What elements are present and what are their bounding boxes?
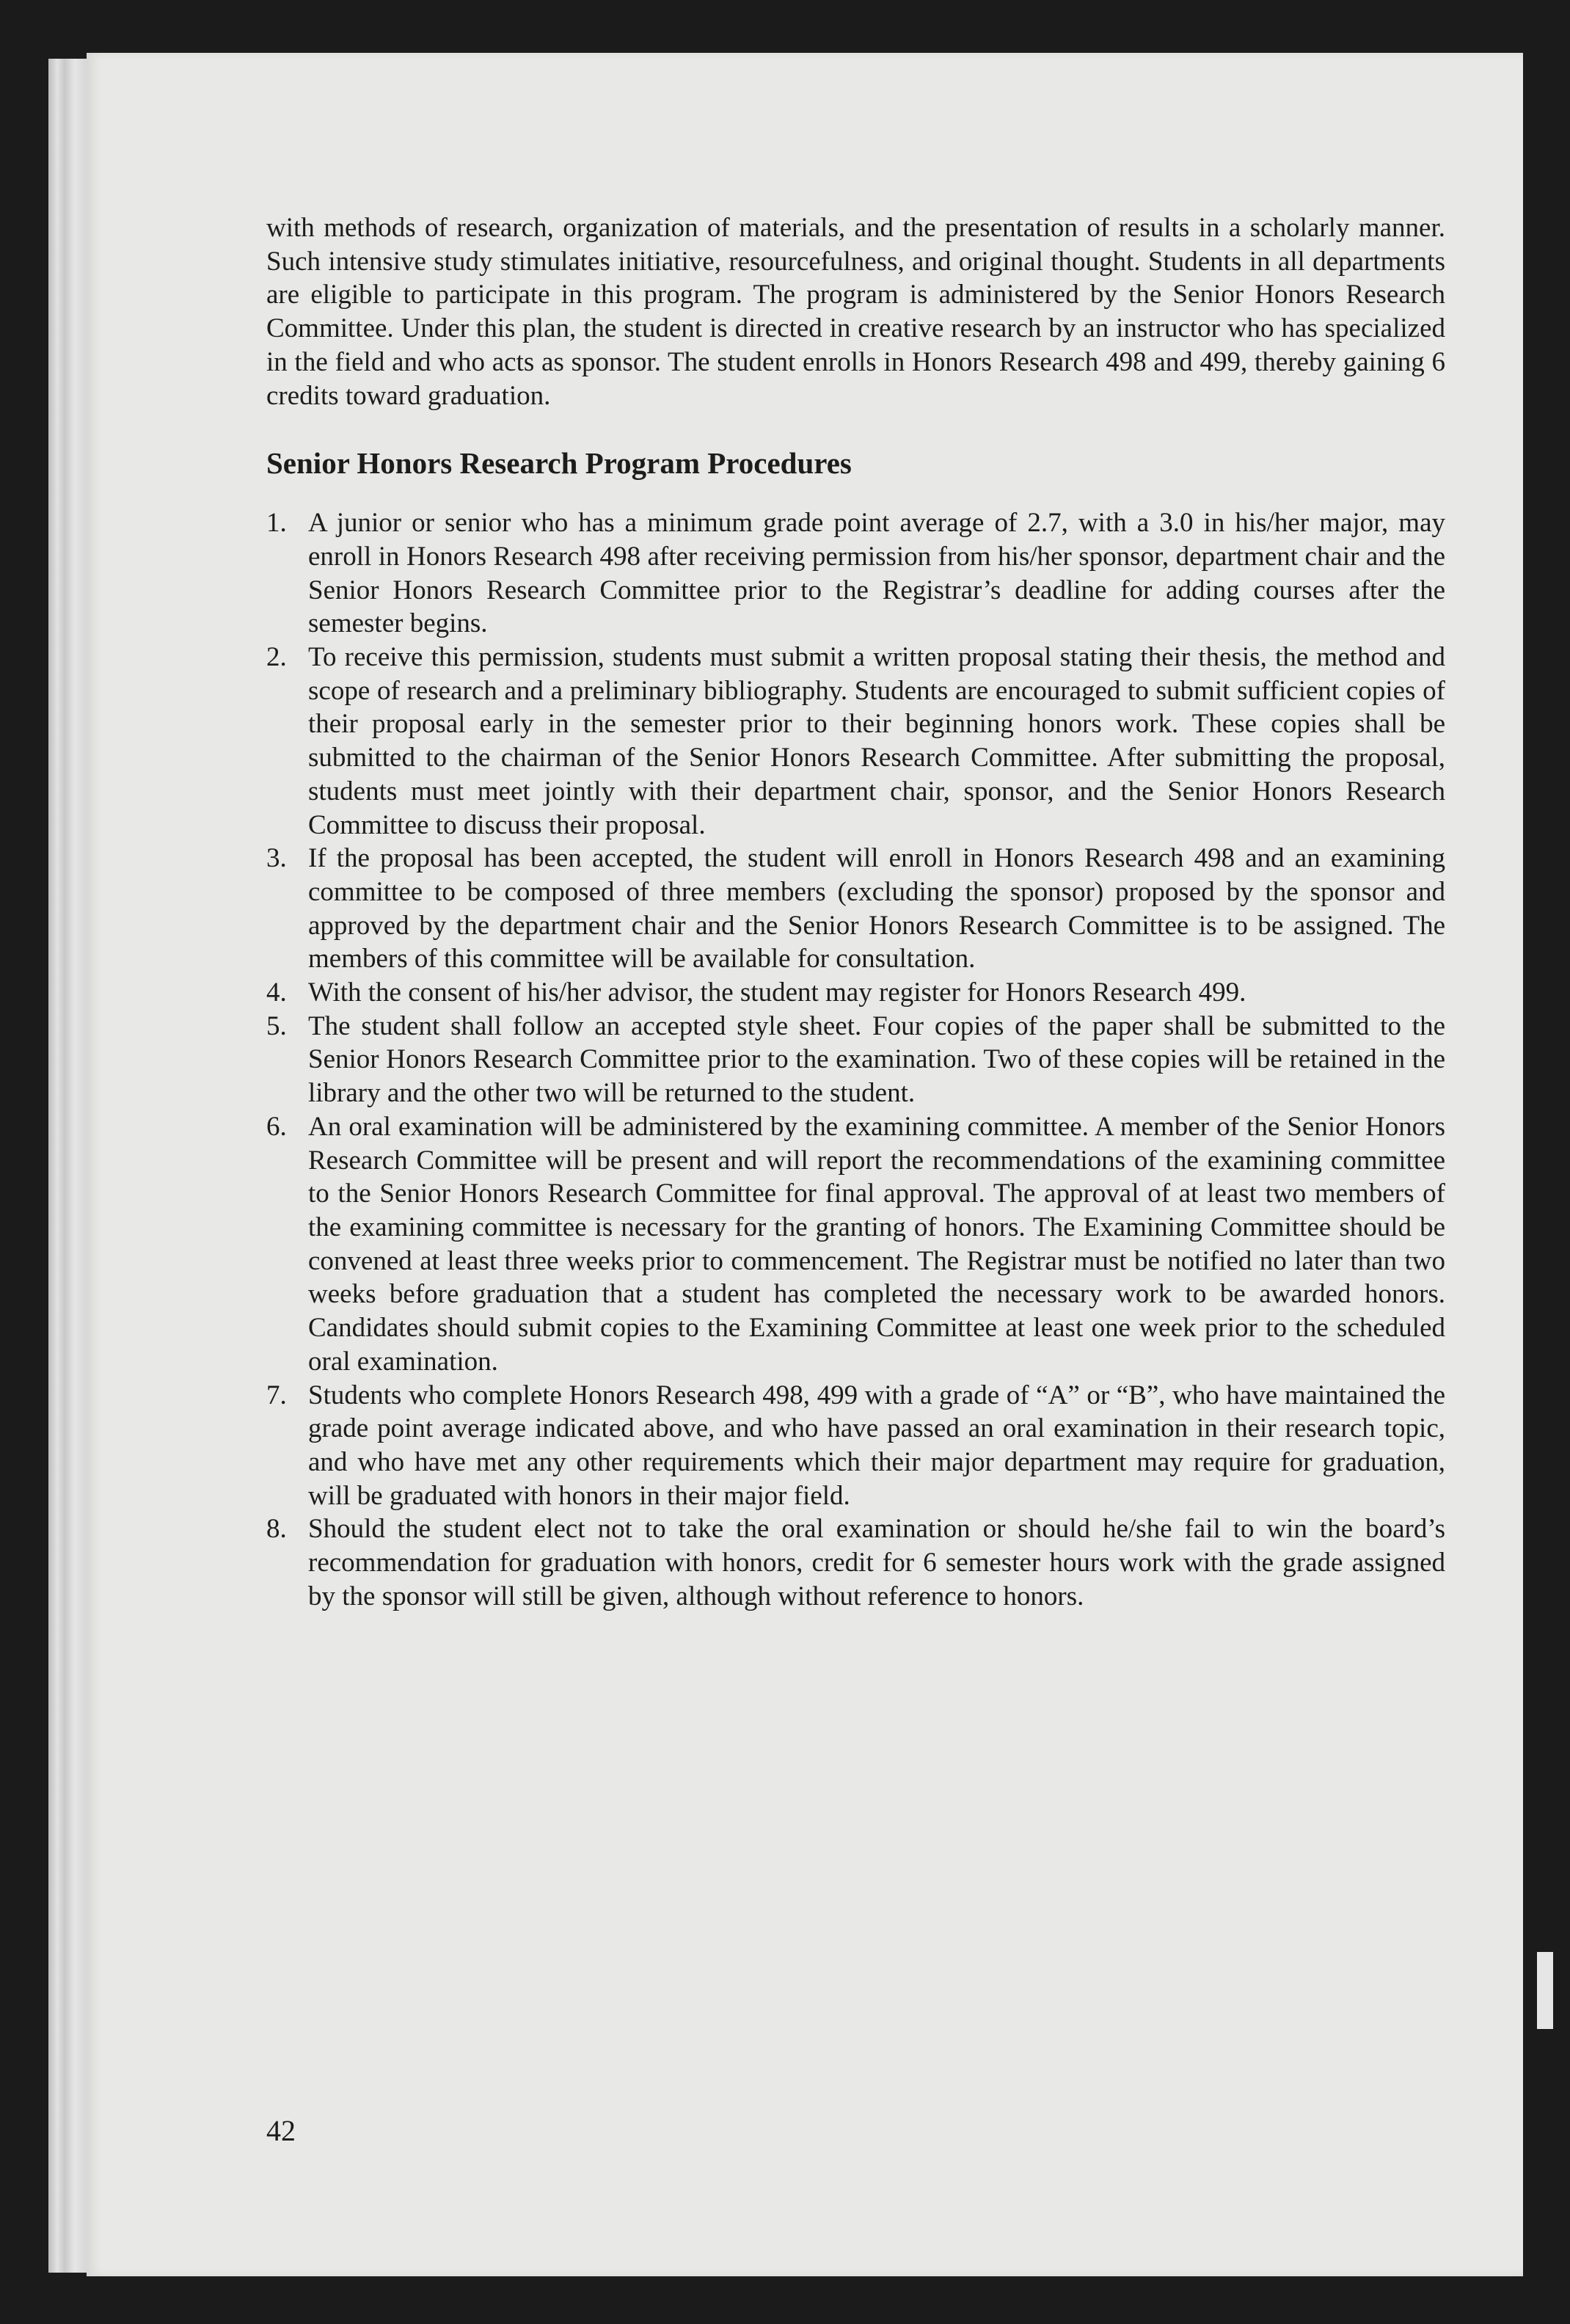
procedure-text: Should the student elect not to take the oral examination or should he/she fail to win the board’s recommendation for graduation with honors, credit for 6 semester hours work with the grade assigned by the sponsor will still be given, although without reference to honors.	[308, 1514, 1445, 1611]
procedure-item	[266, 1010, 1445, 1110]
procedure-text: With the consent of his/her advisor, the student may register for Honors Research 499.	[308, 977, 1246, 1008]
intro-paragraph: with methods of research, organization of materials, and the presentation of results in a scholarly manner. Such intensive study stimulates initiative, resourcefulness, and original thought. Students in all departments are eligible to participate in this program. The program is administered by the Senior Honors Research Committee. Under this plan, the student is directed in creative research by an instructor who has specialized in the field and who acts as sponsor. The student enrolls in Honors Research 498 and 499, thereby gaining 6 credits toward graduation.	[266, 213, 1445, 411]
procedure-text: Students who complete Honors Research 498, 499 with a grade of “A” or “B”, who have maintained the grade point average indicated above, and who have passed an oral examination in their research topic, and who have met any other requirements which their major department may require for graduation, will be graduated with honors in their major field.	[308, 1380, 1445, 1511]
page-body	[266, 211, 1445, 1613]
procedure-item	[266, 506, 1445, 641]
procedure-number: 2.	[266, 642, 287, 673]
procedure-item	[266, 641, 1445, 842]
page-number: 42	[266, 2114, 296, 2147]
procedure-number: 1.	[266, 508, 287, 539]
procedure-text: A junior or senior who has a minimum grade point average of 2.7, with a 3.0 in his/her major, may enroll in Honors Research 498 after receiving permission from his/her sponsor, department chair and the Senior Honors Research Committee prior to the Registrar’s deadline for adding courses after the semester begins.	[308, 508, 1445, 639]
page-edge-tab	[1537, 1952, 1553, 2029]
procedure-number: 7.	[266, 1380, 287, 1410]
procedure-text: To receive this permission, students must submit a written proposal stating their thesis, the method and scope of research and a preliminary bibliography. Students are encouraged to submit sufficient copies of their proposal early in the semester prior to their beginning honors work. These copies shall be submitted to the chairman of the Senior Honors Research Committee. After submitting the proposal, students must meet jointly with their department chair, sponsor, and the Senior Honors Research Committee to discuss their proposal.	[308, 642, 1445, 840]
procedure-text: If the proposal has been accepted, the student will enroll in Honors Research 498 and an examining committee to be composed of three members (excluding the sponsor) proposed by the sponsor and approved by the department chair and the Senior Honors Research Committee is to be assigned. The members of this committee will be available for consultation.	[308, 843, 1445, 975]
procedure-item	[266, 976, 1445, 1010]
procedure-number: 5.	[266, 1010, 287, 1041]
procedure-item	[266, 1379, 1445, 1513]
procedure-item	[266, 1512, 1445, 1613]
procedure-text: An oral examination will be administered by the examining committee. A member of the Senior Honors Research Committee will be present and will report the recommendations of the examining committee to the Senior Honors Research Committee for final approval. The approval of at least two members of the examining committee is necessary for the granting of honors. The Examining Committee should be convened at least three weeks prior to commencement. The Registrar must be notified no later than two weeks before graduation that a student has completed the necessary work to be awarded honors. Candidates should submit copies to the Examining Committee at least one week prior to the scheduled oral examination.	[308, 1111, 1445, 1377]
procedure-number: 6.	[266, 1111, 287, 1142]
procedure-text: The student shall follow an accepted style sheet. Four copies of the paper shall be submitted to the Senior Honors Research Committee prior to the examination. Two of these copies will be retained in the library and the other two will be returned to the student.	[308, 1010, 1445, 1109]
procedure-item	[266, 1110, 1445, 1379]
procedure-number: 4.	[266, 977, 287, 1008]
procedure-number: 8.	[266, 1514, 287, 1545]
procedure-number: 3.	[266, 843, 287, 874]
procedure-item	[266, 842, 1445, 976]
procedures-list	[266, 506, 1445, 1613]
section-heading: Senior Honors Research Program Procedures	[266, 446, 852, 481]
